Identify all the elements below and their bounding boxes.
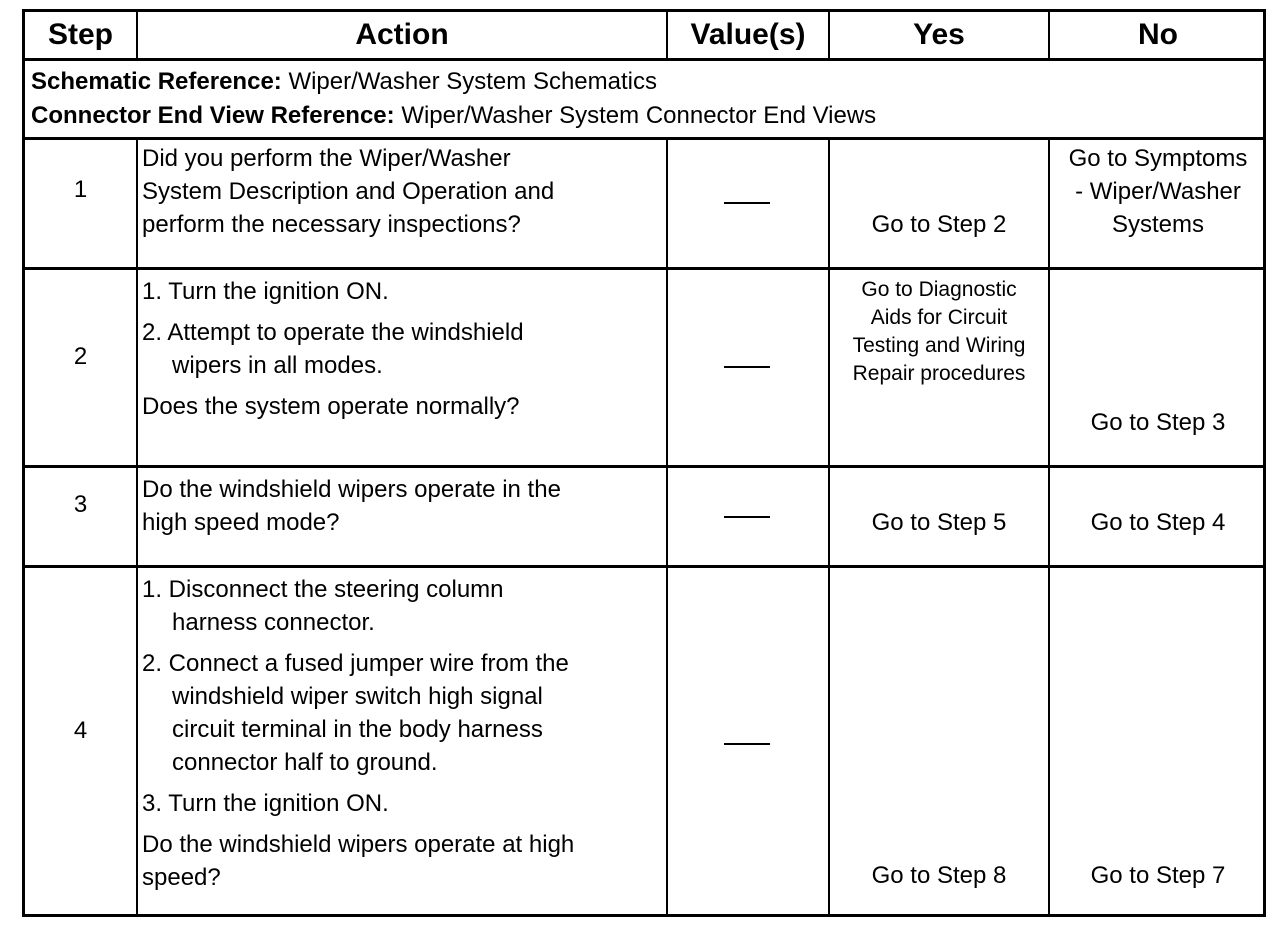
connector-reference-link[interactable]: Wiper/Washer System Connector End Views bbox=[394, 102, 877, 129]
no-link[interactable]: Go to Step 3 bbox=[1090, 409, 1226, 436]
action-item: 1. Disconnect the steering column bbox=[142, 576, 504, 603]
action-question: speed? bbox=[142, 864, 221, 891]
column-divider bbox=[666, 137, 668, 917]
action-item: 1. Turn the ignition ON. bbox=[142, 278, 389, 305]
action-item: 2. Attempt to operate the windshield bbox=[142, 319, 524, 346]
column-divider bbox=[136, 137, 138, 917]
action-item: connector half to ground. bbox=[172, 749, 438, 776]
step-number: 3 bbox=[73, 491, 88, 518]
step-number: 2 bbox=[73, 343, 88, 370]
step-number: 4 bbox=[73, 717, 88, 744]
header-action: Action bbox=[355, 18, 449, 51]
no-line: Go to Symptoms bbox=[1068, 145, 1248, 172]
yes-link[interactable] bbox=[830, 276, 1048, 388]
action-item: 2. Connect a fused jumper wire from the bbox=[142, 650, 569, 677]
value-dash bbox=[724, 516, 770, 518]
action-question: Do the windshield wipers operate at high bbox=[142, 831, 575, 858]
action-line: System Description and Operation and bbox=[142, 178, 555, 205]
diagnostic-table bbox=[22, 9, 1266, 917]
no-link[interactable]: Go to Step 7 bbox=[1090, 862, 1226, 889]
row-divider bbox=[25, 58, 1263, 61]
no-link[interactable]: Go to Step 4 bbox=[1090, 509, 1226, 536]
schematic-reference bbox=[31, 65, 657, 99]
yes-link[interactable]: Go to Step 5 bbox=[871, 509, 1007, 536]
header-no: No bbox=[1138, 18, 1178, 51]
yes-line: Testing and Wiring bbox=[852, 334, 1026, 357]
schematic-reference-label: Schematic Reference: bbox=[31, 68, 282, 95]
yes-link[interactable]: Go to Step 2 bbox=[871, 211, 1007, 238]
action-item: 3. Turn the ignition ON. bbox=[142, 790, 389, 817]
action-item: windshield wiper switch high signal bbox=[172, 683, 543, 710]
row-divider bbox=[25, 267, 1263, 270]
value-dash bbox=[724, 366, 770, 368]
row-divider bbox=[25, 565, 1263, 568]
action-text bbox=[142, 473, 662, 539]
yes-link[interactable]: Go to Step 8 bbox=[871, 862, 1007, 889]
connector-reference bbox=[31, 99, 876, 133]
no-link[interactable] bbox=[1050, 142, 1266, 241]
yes-line: Aids for Circuit bbox=[870, 306, 1008, 329]
header-step: Step bbox=[47, 18, 113, 51]
yes-line: Go to Diagnostic bbox=[861, 278, 1017, 301]
action-item: circuit terminal in the body harness bbox=[172, 716, 543, 743]
action-text bbox=[142, 142, 662, 241]
action-line: perform the necessary inspections? bbox=[142, 211, 521, 238]
value-dash bbox=[724, 202, 770, 204]
yes-line: Repair procedures bbox=[852, 362, 1026, 385]
action-text bbox=[142, 573, 662, 894]
action-text bbox=[142, 275, 662, 423]
action-item: wipers in all modes. bbox=[172, 352, 383, 379]
value-dash bbox=[724, 743, 770, 745]
header-values: Value(s) bbox=[690, 18, 806, 51]
header-yes: Yes bbox=[913, 18, 965, 51]
connector-reference-label: Connector End View Reference: bbox=[31, 102, 395, 129]
action-line: Did you perform the Wiper/Washer bbox=[142, 145, 511, 172]
no-line: - Wiper/Washer bbox=[1075, 178, 1241, 205]
action-line: high speed mode? bbox=[142, 509, 340, 536]
step-number: 1 bbox=[73, 176, 88, 203]
action-question: Does the system operate normally? bbox=[142, 393, 520, 420]
row-divider bbox=[25, 137, 1263, 140]
action-item: harness connector. bbox=[172, 609, 375, 636]
schematic-reference-link[interactable]: Wiper/Washer System Schematics bbox=[281, 68, 657, 95]
row-divider bbox=[25, 465, 1263, 468]
no-line: Systems bbox=[1111, 211, 1204, 238]
action-line: Do the windshield wipers operate in the bbox=[142, 476, 561, 503]
